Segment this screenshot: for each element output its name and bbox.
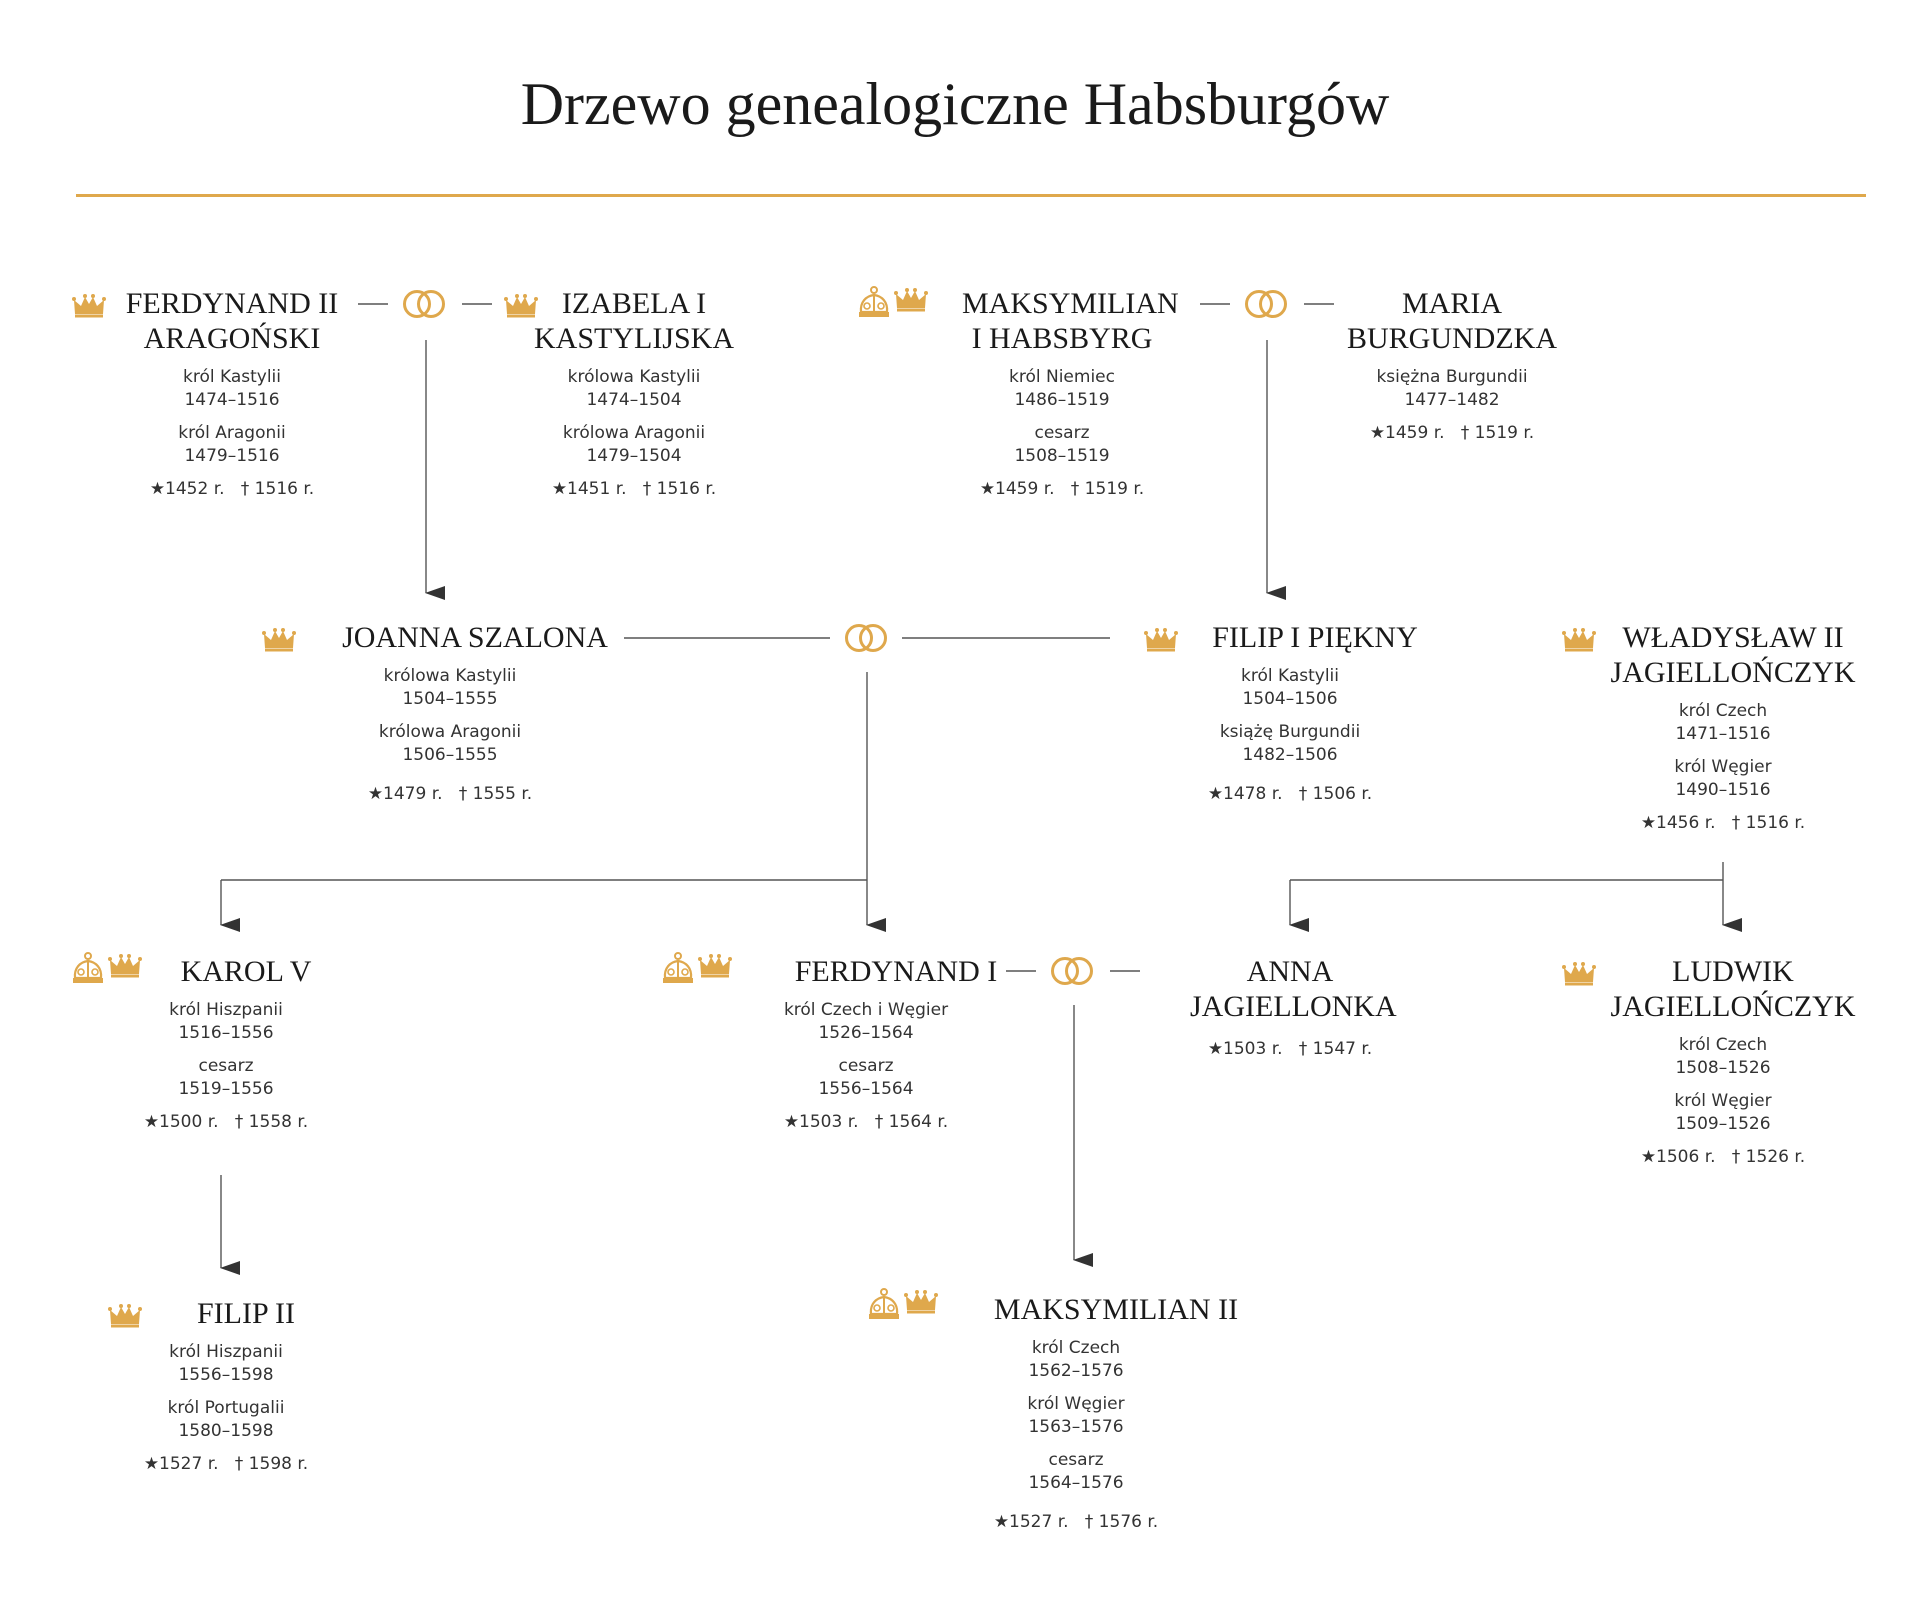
role-years: 1506–1555 — [402, 745, 498, 765]
person-roles — [52, 366, 412, 468]
role-years: 1509–1526 — [1675, 1114, 1771, 1134]
person-icons — [108, 1302, 142, 1328]
person-life — [270, 783, 630, 806]
imperial-crown-icon — [856, 286, 892, 320]
role-entry — [46, 1055, 406, 1101]
person-life — [896, 1511, 1256, 1534]
role-entry — [882, 366, 1242, 412]
role-entry — [1543, 1090, 1903, 1136]
person-roles — [896, 1337, 1256, 1495]
person-icons — [72, 292, 106, 318]
role-title: król Portugalii — [167, 1398, 285, 1418]
role-years: 1526–1564 — [818, 1023, 914, 1043]
role-entry — [1543, 1034, 1903, 1080]
role-years: 1519–1556 — [178, 1079, 274, 1099]
person-icons — [70, 952, 142, 986]
death-date: † 1516 r. — [240, 479, 315, 499]
role-years: 1474–1516 — [184, 390, 280, 410]
crown-icon — [698, 952, 732, 986]
birth-date: ★1452 r. — [149, 479, 225, 499]
role-years: 1504–1506 — [1242, 689, 1338, 709]
imperial-crown-icon — [660, 952, 696, 986]
role-title: król Węgier — [1674, 1091, 1772, 1111]
role-entry — [46, 999, 406, 1045]
person-name: FERDYNAND I — [794, 955, 998, 988]
imperial-crown-icon — [866, 1288, 902, 1322]
person-ludwik — [1543, 954, 1903, 1169]
wedding-rings-icon — [1048, 955, 1096, 991]
role-years: 1490–1516 — [1675, 780, 1771, 800]
role-title: królowa Aragonii — [378, 722, 522, 742]
role-years: 1486–1519 — [1014, 390, 1110, 410]
person-name: MAKSYMILIAN I HABSBYRG — [962, 287, 1179, 355]
death-date: † 1564 r. — [874, 1112, 949, 1132]
person-wladyslaw — [1543, 620, 1903, 835]
role-title: król Czech — [1678, 1035, 1768, 1055]
person-roles — [1272, 366, 1632, 412]
person-icons — [1562, 626, 1596, 652]
person-name: FILIP I PIĘKNY — [1212, 621, 1418, 654]
birth-date: ★1451 r. — [551, 479, 627, 499]
wedding-rings-icon — [842, 622, 890, 658]
role-entry — [1272, 366, 1632, 412]
person-izabela — [454, 286, 814, 501]
person-life — [686, 1111, 1046, 1134]
role-entry — [52, 366, 412, 412]
person-life — [52, 478, 412, 501]
role-title: król Kastylii — [182, 367, 281, 387]
person-name: IZABELA I KASTYLIJSKA — [533, 287, 734, 355]
birth-date: ★1500 r. — [143, 1112, 219, 1132]
role-title: król Hiszpanii — [169, 1342, 283, 1362]
person-life — [1110, 1038, 1470, 1061]
person-icons — [660, 952, 732, 986]
person-life — [1543, 1146, 1903, 1169]
role-title: cesarz — [1048, 1450, 1104, 1470]
person-name: MAKSYMILIAN II — [993, 1293, 1239, 1326]
person-name: FILIP II — [196, 1297, 296, 1330]
person-life — [1110, 783, 1470, 806]
birth-date: ★1503 r. — [1207, 1039, 1283, 1059]
role-title: król Węgier — [1674, 757, 1772, 777]
person-maksymilian-ii — [896, 1292, 1256, 1534]
birth-date: ★1459 r. — [979, 479, 1055, 499]
person-name: WŁADYSŁAW II JAGIELLOŃCZYK — [1610, 621, 1856, 689]
role-entry — [46, 1397, 406, 1443]
crown-icon — [894, 286, 928, 320]
person-maksymilian-i — [882, 286, 1242, 501]
person-ferdynand-ii — [52, 286, 412, 501]
person-icons — [262, 626, 296, 652]
birth-date: ★1459 r. — [1369, 423, 1445, 443]
person-icons — [504, 292, 538, 318]
role-title: król Aragonii — [178, 423, 286, 443]
role-years: 1504–1555 — [402, 689, 498, 709]
role-entry — [686, 999, 1046, 1045]
role-entry — [896, 1449, 1256, 1495]
role-years: 1562–1576 — [1028, 1361, 1124, 1381]
role-title: król Czech — [1031, 1338, 1121, 1358]
birth-date: ★1479 r. — [367, 784, 443, 804]
person-roles — [46, 1341, 406, 1443]
role-title: cesarz — [198, 1056, 254, 1076]
birth-date: ★1506 r. — [1640, 1147, 1716, 1167]
role-entry — [1110, 721, 1470, 767]
death-date: † 1506 r. — [1298, 784, 1373, 804]
role-years: 1479–1504 — [586, 446, 682, 466]
person-name: ANNA JAGIELLONKA — [1190, 955, 1397, 1023]
role-entry — [896, 1337, 1256, 1383]
person-roles — [46, 999, 406, 1101]
person-life — [882, 478, 1242, 501]
role-years: 1477–1482 — [1404, 390, 1500, 410]
death-date: † 1576 r. — [1084, 1512, 1159, 1532]
crown-icon — [904, 1288, 938, 1322]
role-title: cesarz — [1034, 423, 1090, 443]
role-entry — [686, 1055, 1046, 1101]
crown-icon — [108, 1302, 142, 1328]
role-years: 1471–1516 — [1675, 724, 1771, 744]
person-icons — [866, 1288, 938, 1322]
person-ferdynand-i — [686, 954, 1046, 1134]
person-roles — [270, 665, 630, 767]
death-date: † 1558 r. — [234, 1112, 309, 1132]
role-title: król Hiszpanii — [169, 1000, 283, 1020]
role-entry — [1543, 700, 1903, 746]
role-title: król Niemiec — [1009, 367, 1115, 387]
person-roles — [1543, 700, 1903, 802]
role-years: 1564–1576 — [1028, 1473, 1124, 1493]
person-icons — [1562, 960, 1596, 986]
role-years: 1508–1519 — [1014, 446, 1110, 466]
death-date: † 1516 r. — [642, 479, 717, 499]
person-maria — [1272, 286, 1632, 445]
person-roles — [454, 366, 814, 468]
role-years: 1556–1564 — [818, 1079, 914, 1099]
person-name: FERDYNAND II ARAGOŃSKI — [125, 287, 339, 355]
role-title: cesarz — [838, 1056, 894, 1076]
role-years: 1508–1526 — [1675, 1058, 1771, 1078]
role-title: królowa Kastylii — [567, 367, 701, 387]
death-date: † 1516 r. — [1731, 813, 1806, 833]
role-years: 1474–1504 — [586, 390, 682, 410]
role-title: król Węgier — [1027, 1394, 1125, 1414]
crown-icon — [504, 292, 538, 318]
crown-icon — [1144, 626, 1178, 652]
person-life — [46, 1111, 406, 1134]
person-name: JOANNA SZALONA — [342, 621, 608, 654]
role-entry — [454, 422, 814, 468]
role-entry — [896, 1393, 1256, 1439]
role-title: królowa Kastylii — [383, 666, 517, 686]
crown-icon — [262, 626, 296, 652]
person-icons — [1144, 626, 1178, 652]
role-title: król Kastylii — [1240, 666, 1339, 686]
person-icons — [856, 286, 928, 320]
role-years: 1482–1506 — [1242, 745, 1338, 765]
role-title: król Czech — [1678, 701, 1768, 721]
person-anna — [1110, 954, 1470, 1061]
birth-date: ★1478 r. — [1207, 784, 1283, 804]
imperial-crown-icon — [70, 952, 106, 986]
page-title: Drzewo genealogiczne Habsburgów — [520, 71, 1390, 137]
person-roles — [1543, 1034, 1903, 1136]
person-name: LUDWIK JAGIELLOŃCZYK — [1610, 955, 1856, 1023]
person-name: MARIA BURGUNDZKA — [1347, 287, 1557, 355]
role-title: król Czech i Węgier — [783, 1000, 949, 1020]
person-filip-ii — [46, 1296, 406, 1476]
death-date: † 1598 r. — [234, 1454, 309, 1474]
death-date: † 1547 r. — [1298, 1039, 1373, 1059]
role-entry — [270, 665, 630, 711]
person-joanna — [270, 620, 630, 806]
role-title: królowa Aragonii — [562, 423, 706, 443]
person-roles — [882, 366, 1242, 468]
role-entry — [52, 422, 412, 468]
person-name: KAROL V — [180, 955, 312, 988]
person-life — [1543, 812, 1903, 835]
role-entry — [270, 721, 630, 767]
death-date: † 1555 r. — [458, 784, 533, 804]
person-life — [46, 1453, 406, 1476]
role-years: 1580–1598 — [178, 1421, 274, 1441]
birth-date: ★1527 r. — [143, 1454, 219, 1474]
role-entry — [1110, 665, 1470, 711]
person-life — [454, 478, 814, 501]
person-roles — [1110, 665, 1470, 767]
crown-icon — [1562, 626, 1596, 652]
role-title: książę Burgundii — [1219, 722, 1361, 742]
role-years: 1563–1576 — [1028, 1417, 1124, 1437]
role-entry — [454, 366, 814, 412]
crown-icon — [72, 292, 106, 318]
role-entry — [882, 422, 1242, 468]
death-date: † 1526 r. — [1731, 1147, 1806, 1167]
birth-date: ★1456 r. — [1640, 813, 1716, 833]
person-life — [1272, 422, 1632, 445]
role-years: 1556–1598 — [178, 1365, 274, 1385]
crown-icon — [108, 952, 142, 986]
role-entry — [46, 1341, 406, 1387]
birth-date: ★1527 r. — [993, 1512, 1069, 1532]
role-entry — [1543, 756, 1903, 802]
person-roles — [686, 999, 1046, 1101]
role-years: 1516–1556 — [178, 1023, 274, 1043]
death-date: † 1519 r. — [1460, 423, 1535, 443]
role-title: księżna Burgundii — [1376, 367, 1528, 387]
role-years: 1479–1516 — [184, 446, 280, 466]
death-date: † 1519 r. — [1070, 479, 1145, 499]
crown-icon — [1562, 960, 1596, 986]
birth-date: ★1503 r. — [783, 1112, 859, 1132]
